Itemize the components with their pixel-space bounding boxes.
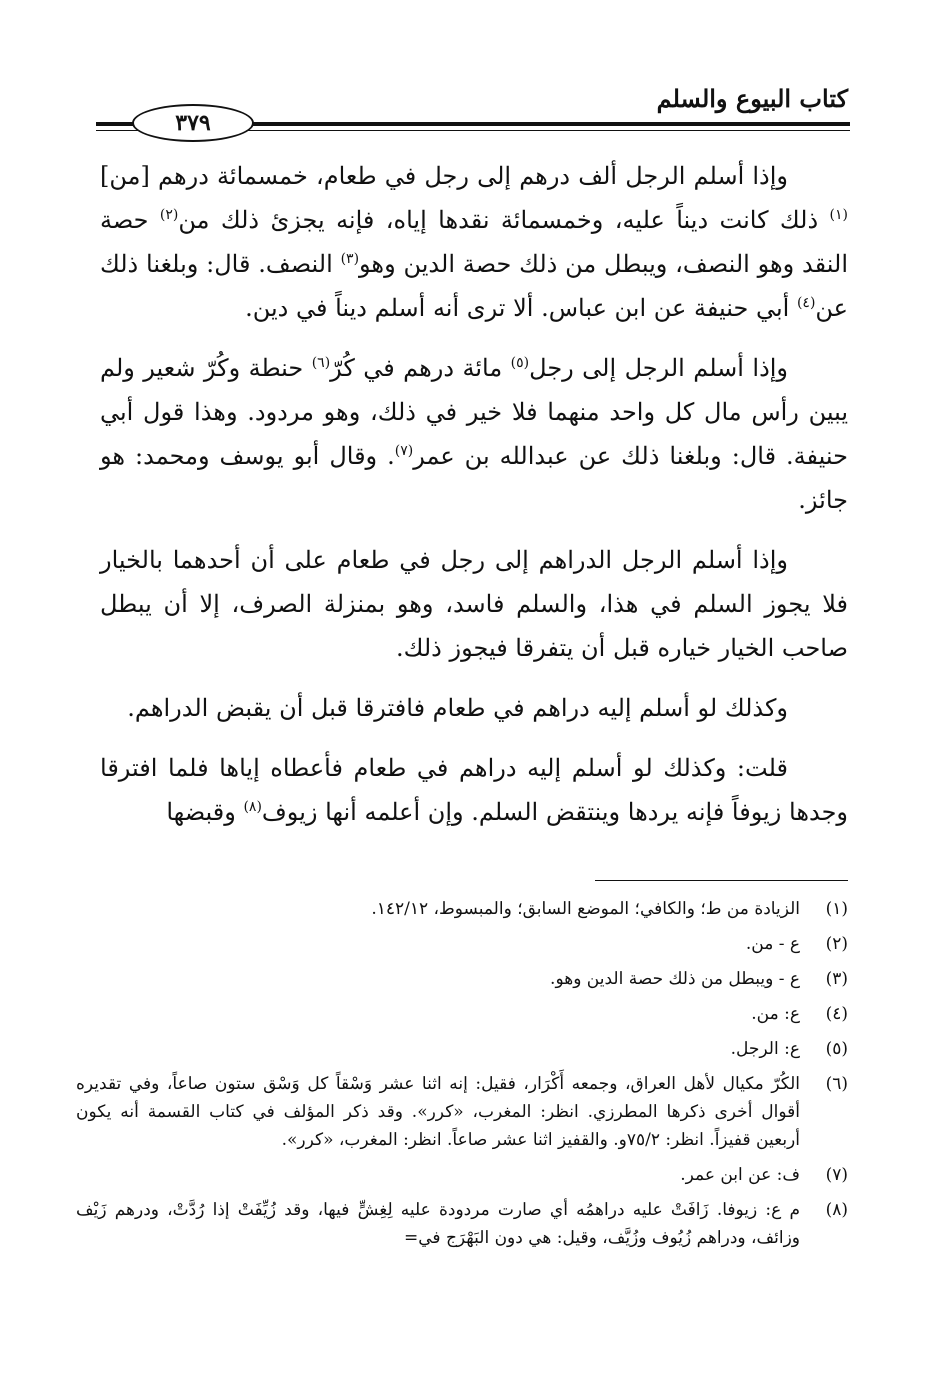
- text-run: . وقال أبو يوسف ومحمد: هو جائز.: [100, 442, 848, 514]
- footnote: [76, 965, 848, 993]
- main-text: [100, 154, 848, 850]
- footnote-text: ع - ويبطل من ذلك حصة الدين وهو.: [550, 969, 800, 989]
- footnote: [76, 1070, 848, 1154]
- paragraph: [100, 346, 848, 522]
- footnote-number: (٦): [825, 1074, 848, 1094]
- footnote: [76, 1000, 848, 1028]
- footnote-number: (٨): [825, 1200, 848, 1220]
- text-run: حصة النقد وهو النصف، ويبطل من ذلك حصة الدين وهو: [100, 206, 848, 278]
- footnote-marker: (١): [829, 207, 848, 223]
- footnote-text: الكُرّ مكيال لأهل العراق، وجمعه أَكْرَار، فقيل: إنه اثنا عشر وَسْقاً كل وَسْق ستون صاعاً، وفي تقديره أقوال أخرى ذكرها المطرزي. انظر: المغرب، «كرر». وقد ذكر المؤلف في كتاب القسمة أنه يكون أربعين قفيزاً. انظر: ٧٥/٢و. والقفيز اثنا عشر صاعاً. انظر: المغرب، «كرر».: [76, 1074, 800, 1150]
- paragraph: [100, 538, 848, 670]
- footnote-number: (١): [825, 899, 848, 919]
- running-title: كتاب البيوع والسلم: [656, 84, 848, 113]
- text-run: وإذا أسلم الرجل إلى رجل: [529, 354, 789, 382]
- text-run: قلت: وكذلك لو أسلم إليه دراهم في طعام فأعطاه إياها فلما افترقا وجدها زيوفاً فإنه يردها وينتقض السلم. وإن أعلمه أنها زيوف: [100, 754, 848, 826]
- footnote-number: (٥): [825, 1039, 848, 1059]
- footnote-number: (٢): [825, 934, 848, 954]
- footnote: [76, 1161, 848, 1189]
- footnote-number: (٤): [825, 1004, 848, 1024]
- footnotes: [76, 895, 848, 1259]
- text-run: وإذا أسلم الرجل الدراهم إلى رجل في طعام على أن أحدهما بالخيار فلا يجوز السلم في هذا، والسلم فاسد، وهو بمنزلة الصرف، إلا أن يبطل صاحب الخيار خياره قبل أن يتفرقا فيجوز ذلك.: [100, 546, 848, 662]
- page-number: ٣٧٩: [132, 104, 254, 142]
- page-header: [96, 84, 850, 144]
- text-run: وكذلك لو أسلم إليه دراهم في طعام فافترقا قبل أن يقبض الدراهم.: [127, 694, 788, 722]
- footnote-marker: (٢): [159, 207, 179, 223]
- footnote-text: م ع: زيوفا. زَافَتْ عليه دراهمُه أي صارت مردودة عليه لِغِشٍّ فيها، وقد زُيِّفَتْ إذا رُدَّتْ، ودرهم زَيْف وزائف، ودراهم زُيُوف وزُيَّف، وقيل: هي دون البَهْرَج في=: [76, 1200, 800, 1248]
- footnote-number: (٣): [825, 969, 848, 989]
- text-run: وقبضها: [166, 798, 244, 826]
- paragraph: [100, 154, 848, 330]
- footnote-text: ع: من.: [751, 1004, 800, 1024]
- footnote: [76, 895, 848, 923]
- text-run: ذلك كانت ديناً عليه، وخمسمائة نقدها إياه، فإنه يجزئ ذلك من: [178, 206, 830, 234]
- footnote: [76, 1196, 848, 1252]
- paragraph: [100, 746, 848, 834]
- footnote-text: ع: الرجل.: [730, 1039, 800, 1059]
- footnote-text: ع - من.: [745, 934, 800, 954]
- text-run: وإذا أسلم الرجل ألف درهم إلى رجل في طعام، خمسمائة درهم [من]: [100, 162, 788, 190]
- footnote: [76, 1035, 848, 1063]
- footnote-number: (٧): [825, 1165, 848, 1185]
- text-run: النصف. قال: وبلغنا ذلك عن: [100, 250, 848, 322]
- footnote-marker: (٣): [340, 251, 360, 267]
- footnote-marker: (٦): [311, 355, 331, 371]
- footnote-text: الزيادة من ط؛ والكافي؛ الموضع السابق؛ والمبسوط، ١٤٢/١٢.: [371, 899, 800, 919]
- footnote: [76, 930, 848, 958]
- footnote-marker: (٥): [510, 355, 530, 371]
- text-run: مائة درهم في كُرّ: [330, 354, 511, 382]
- footnote-marker: (٧): [394, 443, 414, 459]
- footnote-separator: [595, 880, 848, 881]
- text-run: أبي حنيفة عن ابن عباس. ألا ترى أنه أسلم ديناً في دين.: [245, 294, 797, 322]
- footnote-marker: (٤): [796, 295, 816, 311]
- text-run: حنطة وكُرّ شعير ولم يبين رأس مال كل واحد منهما فلا خير في ذلك، وهو مردود. وهذا قول أبي حنيفة. قال: وبلغنا ذلك عن عبدالله بن عمر: [100, 354, 848, 470]
- paragraph: [100, 686, 848, 730]
- footnote-text: ف: عن ابن عمر.: [680, 1165, 800, 1185]
- footnote-marker: (٨): [243, 799, 262, 815]
